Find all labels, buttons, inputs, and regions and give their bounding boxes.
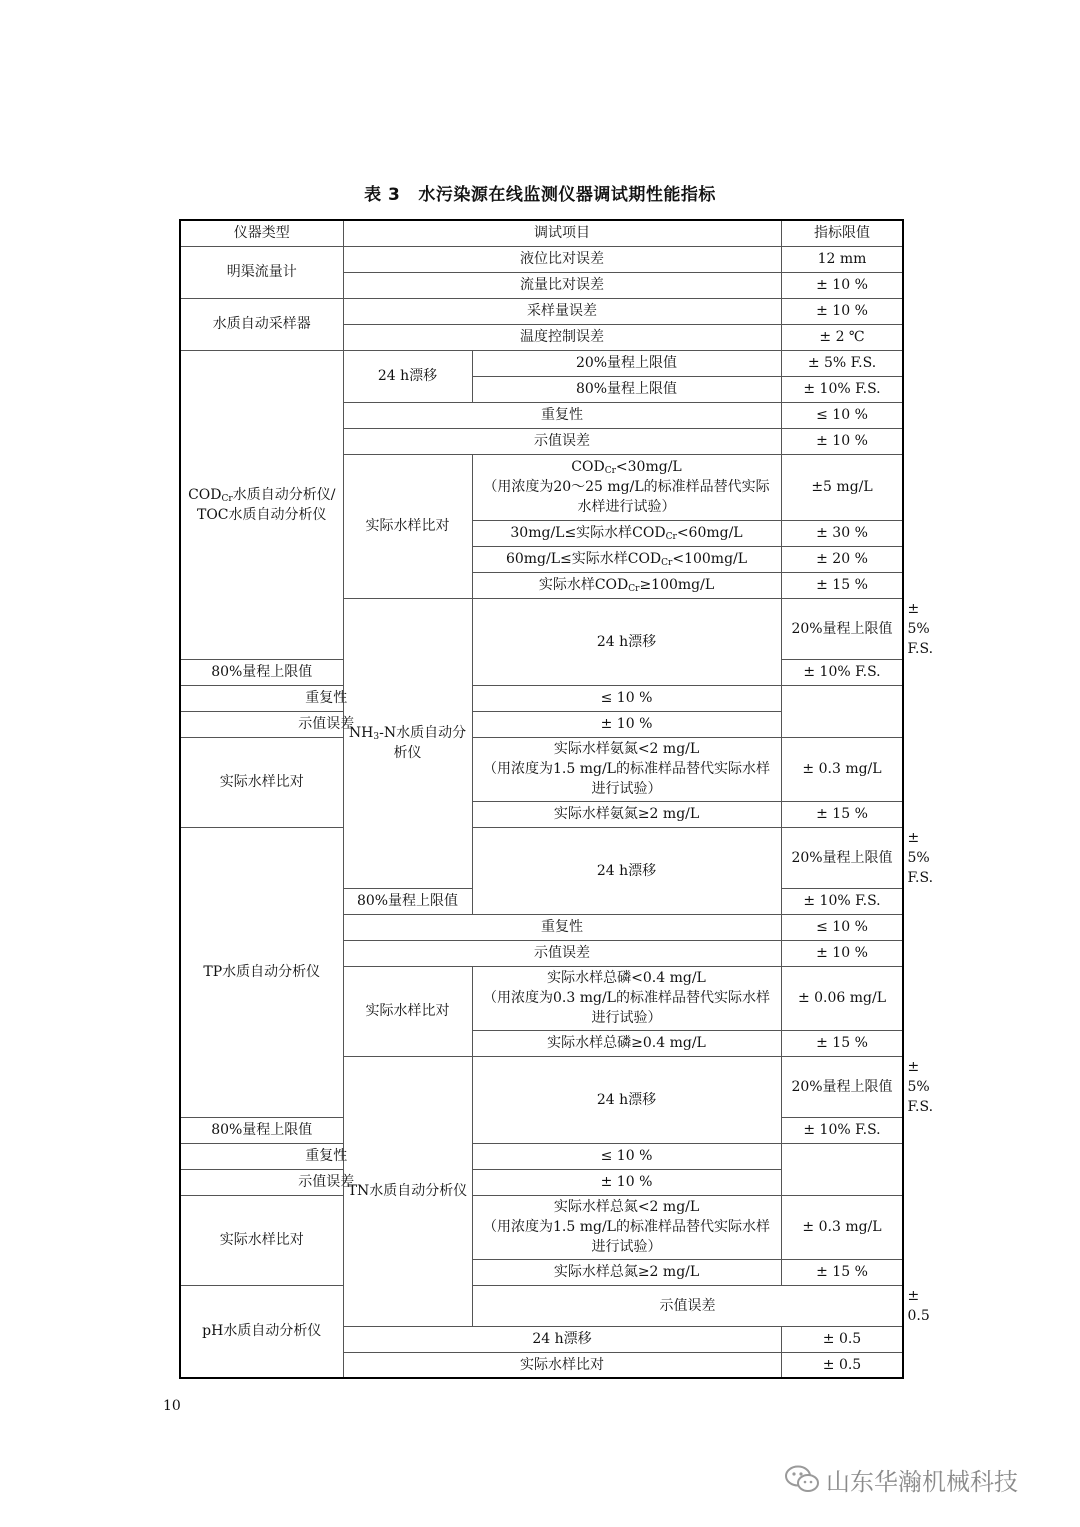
tp-drift: 24 h漂移 <box>472 827 781 914</box>
cod-name-a: COD <box>188 486 222 503</box>
tp-c1-note: （用浓度为0.3 mg/L的标准样品替代实际水样进行试验） <box>483 990 770 1026</box>
item-cell <box>472 966 781 1030</box>
limit-cell: ± 30 % <box>781 520 903 546</box>
cod-c1-b: <30mg/L <box>615 459 682 475</box>
header-limit: 指标限值 <box>781 220 903 246</box>
watermark <box>784 1461 1018 1497</box>
cod-c4-a: 实际水样COD <box>538 577 629 593</box>
item-cell: 液位比对误差 <box>343 246 781 272</box>
tn-c1-note: （用浓度为1.5 mg/L的标准样品替代实际水样进行试验） <box>483 1219 770 1255</box>
cod-name-sub: Cr <box>221 493 233 504</box>
limit-cell: ≤ 10 % <box>781 402 903 428</box>
instrument-flow-meter: 明渠流量计 <box>180 246 343 298</box>
cod-c2-a: 30mg/L≤实际水样COD <box>510 525 666 541</box>
limit-cell: ± 10% F.S. <box>781 376 903 402</box>
item-cell <box>472 1195 781 1259</box>
instrument-nh3 <box>343 598 472 888</box>
item-cell: 20%量程上限值 <box>781 598 903 659</box>
cod-c1-a: COD <box>571 459 605 475</box>
nh3-drift: 24 h漂移 <box>472 598 781 685</box>
limit-cell: ± 15 % <box>781 1030 903 1056</box>
limit-cell: ± 15 % <box>781 801 903 827</box>
cod-c1-note: （用浓度为20～25 mg/L的标准样品替代实际水样进行试验） <box>483 479 770 515</box>
limit-cell: ±5 mg/L <box>781 454 903 520</box>
limit-cell: ± 0.06 mg/L <box>781 966 903 1030</box>
limit-cell: 12 mm <box>781 246 903 272</box>
limit-cell: ± 10% F.S. <box>781 888 903 914</box>
instrument-cod <box>180 350 343 659</box>
cod-c3-sub: Cr <box>661 558 673 568</box>
nh3-name-sub: 3 <box>373 732 380 742</box>
tp-compare: 实际水样比对 <box>343 966 472 1056</box>
cod-c4-b: ≥100mg/L <box>639 577 715 593</box>
item-cell <box>472 572 781 598</box>
nh3-name-b: -N水质自动分析仪 <box>379 725 467 761</box>
item-cell: 示值误差 <box>180 711 472 737</box>
header-type: 仪器类型 <box>180 220 343 246</box>
item-cell <box>472 546 781 572</box>
table-row: TP水质自动分析仪 24 h漂移 20%量程上限值 ± 5% F.S. <box>180 827 903 888</box>
item-cell: 采样量误差 <box>343 298 781 324</box>
cod-name-b: 水质自动分析仪/ TOC水质自动分析仪 <box>196 486 336 523</box>
item-cell: 实际水样总氮≥2 mg/L <box>472 1259 781 1285</box>
watermark-text: 山东华瀚机械科技 <box>826 1467 1018 1496</box>
limit-cell: ± 0.5 <box>781 1326 903 1352</box>
limit-cell: ± 0.5 <box>781 1352 903 1378</box>
limit-cell: ± 10 % <box>472 1169 781 1195</box>
item-cell: 示值误差 <box>343 940 781 966</box>
item-cell: 实际水样氨氮≥2 mg/L <box>472 801 781 827</box>
item-cell: 流量比对误差 <box>343 272 781 298</box>
limit-cell: ± 15 % <box>781 572 903 598</box>
item-cell: 20%量程上限值 <box>781 827 903 888</box>
cod-c3-b: <100mg/L <box>672 551 748 567</box>
item-cell: 24 h漂移 <box>343 1326 781 1352</box>
instrument-ph: pH水质自动分析仪 <box>180 1285 343 1378</box>
item-cell: 80%量程上限值 <box>180 659 343 685</box>
item-cell: 20%量程上限值 <box>472 350 781 376</box>
table-row: $NH_3-N$水质自动分析仪 24 h漂移 20%量程上限值 ± 5% F.S. <box>180 598 903 659</box>
limit-cell: ≤ 10 % <box>781 914 903 940</box>
cod-c4-sub: Cr <box>628 584 640 594</box>
instrument-tp: TP水质自动分析仪 <box>180 827 343 1117</box>
item-cell: 80%量程上限值 <box>472 376 781 402</box>
limit-cell: ± 10 % <box>781 298 903 324</box>
item-cell: 示值误差 <box>343 428 781 454</box>
nh3-name-a: NH <box>348 725 374 741</box>
cod-c2-sub: Cr <box>665 532 677 542</box>
table-row <box>180 1143 903 1169</box>
item-cell <box>472 520 781 546</box>
table-row <box>180 711 903 737</box>
item-cell <box>472 454 781 520</box>
limit-cell: ± 10 % <box>781 428 903 454</box>
table-row <box>180 1195 903 1259</box>
item-cell: 80%量程上限值 <box>343 888 472 914</box>
table-row <box>180 1169 903 1195</box>
page-number: 10 <box>163 1398 181 1414</box>
cod-c1-sub: Cr <box>604 466 616 476</box>
limit-cell: ± 2 ℃ <box>781 324 903 350</box>
tn-compare: 实际水样比对 <box>180 1195 343 1285</box>
item-cell: 实际水样总磷≥0.4 mg/L <box>472 1030 781 1056</box>
limit-cell: ± 10% F.S. <box>781 659 903 685</box>
tp-c1: 实际水样总磷<0.4 mg/L <box>547 970 706 986</box>
instrument-tn: TN水质自动分析仪 <box>343 1056 472 1326</box>
limit-cell: ± 10 % <box>472 711 781 737</box>
instrument-sampler: 水质自动采样器 <box>180 298 343 350</box>
wechat-icon <box>784 1464 820 1494</box>
item-cell: 重复性 <box>180 1143 472 1169</box>
limit-cell: ± 10 % <box>781 272 903 298</box>
item-cell: 80%量程上限值 <box>180 1117 343 1143</box>
nh3-c1: 实际水样氨氮<2 mg/L <box>553 741 700 757</box>
nh3-c1-note: （用浓度为1.5 mg/L的标准样品替代实际水样进行试验） <box>483 761 770 797</box>
limit-cell: ≤ 10 % <box>472 1143 781 1169</box>
table-title-text: 水污染源在线监测仪器调试期性能指标 <box>418 185 716 205</box>
performance-table <box>179 219 934 1379</box>
limit-cell: ± 5% F.S. <box>781 350 903 376</box>
item-cell: 示值误差 <box>472 1285 903 1326</box>
item-cell: 示值误差 <box>180 1169 472 1195</box>
table-row <box>180 350 903 376</box>
tn-drift: 24 h漂移 <box>472 1056 781 1143</box>
table-row <box>180 246 903 272</box>
limit-cell: ± 0.3 mg/L <box>781 737 903 801</box>
limit-cell: ± 10% F.S. <box>781 1117 903 1143</box>
cod-compare: 实际水样比对 <box>343 454 472 598</box>
item-cell: 重复性 <box>180 685 472 711</box>
tn-c1: 实际水样总氮<2 mg/L <box>553 1199 700 1215</box>
header-item: 调试项目 <box>343 220 781 246</box>
table-row: pH水质自动分析仪 示值误差 ± 0.5 <box>180 1285 903 1326</box>
item-cell: 温度控制误差 <box>343 324 781 350</box>
table-header-row <box>180 220 903 246</box>
limit-cell: ≤ 10 % <box>472 685 781 711</box>
cod-drift: 24 h漂移 <box>343 350 472 402</box>
table-row <box>180 737 903 801</box>
item-cell: 20%量程上限值 <box>781 1056 903 1117</box>
cod-c2-b: <60mg/L <box>676 525 743 541</box>
table-row: TN水质自动分析仪 24 h漂移 20%量程上限值 ± 5% F.S. <box>180 1056 903 1117</box>
table-title <box>0 180 1080 205</box>
table-row <box>180 298 903 324</box>
item-cell: 重复性 <box>343 914 781 940</box>
table-row <box>180 685 903 711</box>
item-cell: 实际水样比对 <box>343 1352 781 1378</box>
item-cell <box>472 737 781 801</box>
limit-cell: ± 15 % <box>781 1259 903 1285</box>
table-title-label: 表 3 <box>364 185 401 205</box>
limit-cell: ± 0.3 mg/L <box>781 1195 903 1259</box>
limit-cell: ± 10 % <box>781 940 903 966</box>
cod-c3-a: 60mg/L≤实际水样COD <box>505 551 662 567</box>
item-cell: 重复性 <box>343 402 781 428</box>
nh3-compare: 实际水样比对 <box>180 737 343 827</box>
limit-cell: ± 20 % <box>781 546 903 572</box>
